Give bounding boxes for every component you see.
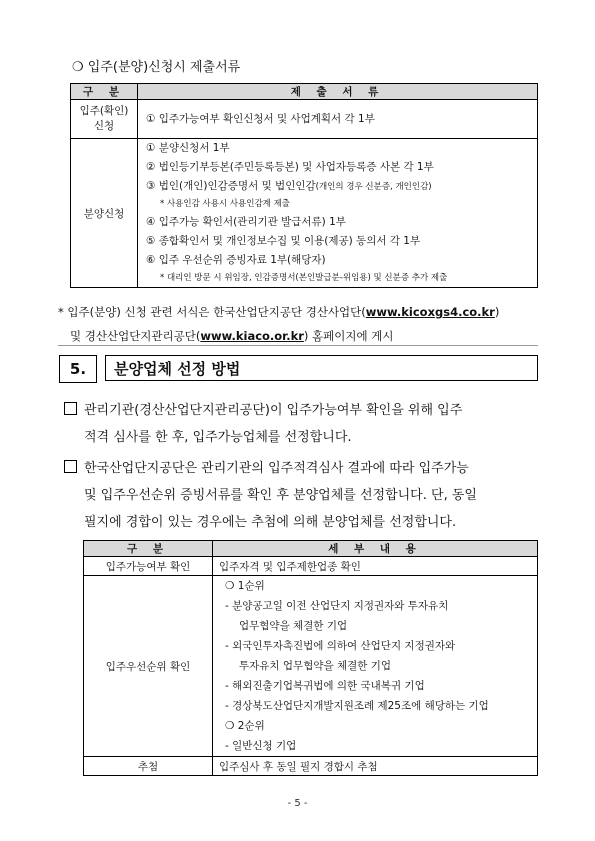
document-line [146, 177, 537, 196]
priority-line: - 외국인투자촉진법에 의하여 산업단지 지정권자와 [225, 640, 456, 652]
priority-line: - 경상북도산업단지개발지원조례 제25조에 해당하는 기업 [225, 700, 489, 712]
notice-text: * 입주(분양) 신청 관련 서식은 한국산업단지공단 경산사업단( [58, 305, 366, 319]
submission-documents-table [70, 83, 538, 288]
paragraph-line [64, 397, 544, 424]
notice-text: ) [494, 305, 500, 319]
checkbox-square-icon [64, 402, 77, 415]
priority-line: - 분양공고일 이전 산업단지 지정권자와 투자유치 [225, 600, 449, 612]
document-line: ① 입주가능여부 확인신청서 및 사업계획서 각 1부 [146, 112, 375, 125]
document-small-text: (개인의 경우 신분증, 개인인감) [315, 182, 432, 192]
category-line: 신청 [93, 120, 115, 132]
paragraph-line [64, 455, 544, 482]
document-line: ⑥ 입주 우선순위 증빙자료 1부(해당자) [146, 254, 326, 266]
table1-category-confirm [71, 100, 138, 139]
table2-header-category: 구 분 [84, 541, 213, 557]
document-note: * 대리인 방문 시 위임장, 인감증명서(본인발급분-위임용) 및 신분증 추가 제출 [160, 273, 448, 283]
section-number: 5. [59, 355, 97, 383]
table2-cell-lottery: 입주심사 후 동일 필지 경합시 추첨 [213, 757, 538, 776]
table2-category-lottery: 추첨 [84, 757, 213, 776]
priority-line: 투자유치 업무협약을 체결한 기업 [239, 660, 392, 672]
page-number: - 5 - [287, 798, 308, 809]
priority-line: - 해외진출기업복귀법에 의한 국내복귀 기업 [225, 680, 425, 692]
table1-header-documents: 제 출 서 류 [138, 84, 538, 100]
priority-line: 업무협약을 체결한 기업 [239, 620, 348, 632]
paragraph-line: 및 입주우선순위 증빙서류를 확인 후 분양업체를 선정합니다. 단, 동일 [84, 488, 477, 503]
paragraph-text: 한국산업단지공단은 관리기관의 입주적격심사 결과에 따라 입주가능 [84, 461, 469, 476]
selection-criteria-table [83, 540, 538, 776]
notice-text: 및 경산산업단지관리공단( [70, 329, 201, 343]
section-title: 분양업체 선정 방법 [105, 355, 538, 381]
priority-line: - 일반신청 기업 [225, 740, 297, 752]
document-note: * 사용인감 사용시 사용인감계 제출 [160, 199, 291, 209]
document-text: ③ 법인(개인)인감증명서 및 법인인감 [146, 180, 316, 192]
table2-cell-priority [213, 576, 538, 757]
document-line: ② 법인등기부등본(주민등록등본) 및 사업자등록증 사본 각 1부 [146, 161, 434, 173]
table2-header-details: 세 부 내 용 [213, 541, 538, 557]
table2-cell-eligibility: 입주자격 및 입주제한업종 확인 [213, 557, 538, 576]
paragraph-1 [64, 397, 544, 451]
document-line: ④ 입주가능 확인서(관리기관 발급서류) 1부 [146, 216, 346, 228]
table1-header-category: 구 분 [71, 84, 138, 100]
divider [58, 345, 538, 346]
category-line: 입주(확인) [79, 105, 129, 117]
table1-category-apply: 분양신청 [71, 139, 138, 288]
table1-cell-apply [138, 139, 538, 288]
priority-line: ❍ 1순위 [225, 580, 265, 592]
checkbox-square-icon [64, 460, 77, 473]
form-notice [58, 300, 499, 348]
kiaco-link[interactable]: www.kiaco.or.kr [200, 329, 304, 343]
section-heading: ❍ 입주(분양)신청시 제출서류 [72, 60, 241, 75]
paragraph-line: 적격 심사를 한 후, 입주가능업체를 선정합니다. [84, 430, 352, 445]
table2-category-eligibility: 입주가능여부 확인 [84, 557, 213, 576]
paragraph-text: 관리기관(경산산업단지관리공단)이 입주가능여부 확인을 위해 입주 [84, 403, 463, 418]
document-line: ⑤ 종합확인서 및 개인정보수집 및 이용(제공) 동의서 각 1부 [146, 235, 421, 247]
table1-cell-confirm [138, 100, 538, 139]
kicox-link[interactable]: www.kicoxgs4.co.kr [365, 305, 495, 319]
notice-line-1 [58, 300, 499, 324]
notice-text: ) 홈페이지에 게시 [303, 329, 394, 343]
priority-line: ❍ 2순위 [225, 720, 265, 732]
paragraph-line: 필지에 경합이 있는 경우에는 추첨에 의해 분양업체를 선정합니다. [84, 515, 457, 530]
document-line: ① 분양신청서 1부 [146, 142, 230, 154]
paragraph-2 [64, 455, 544, 536]
table2-category-priority: 입주우선순위 확인 [84, 576, 213, 757]
